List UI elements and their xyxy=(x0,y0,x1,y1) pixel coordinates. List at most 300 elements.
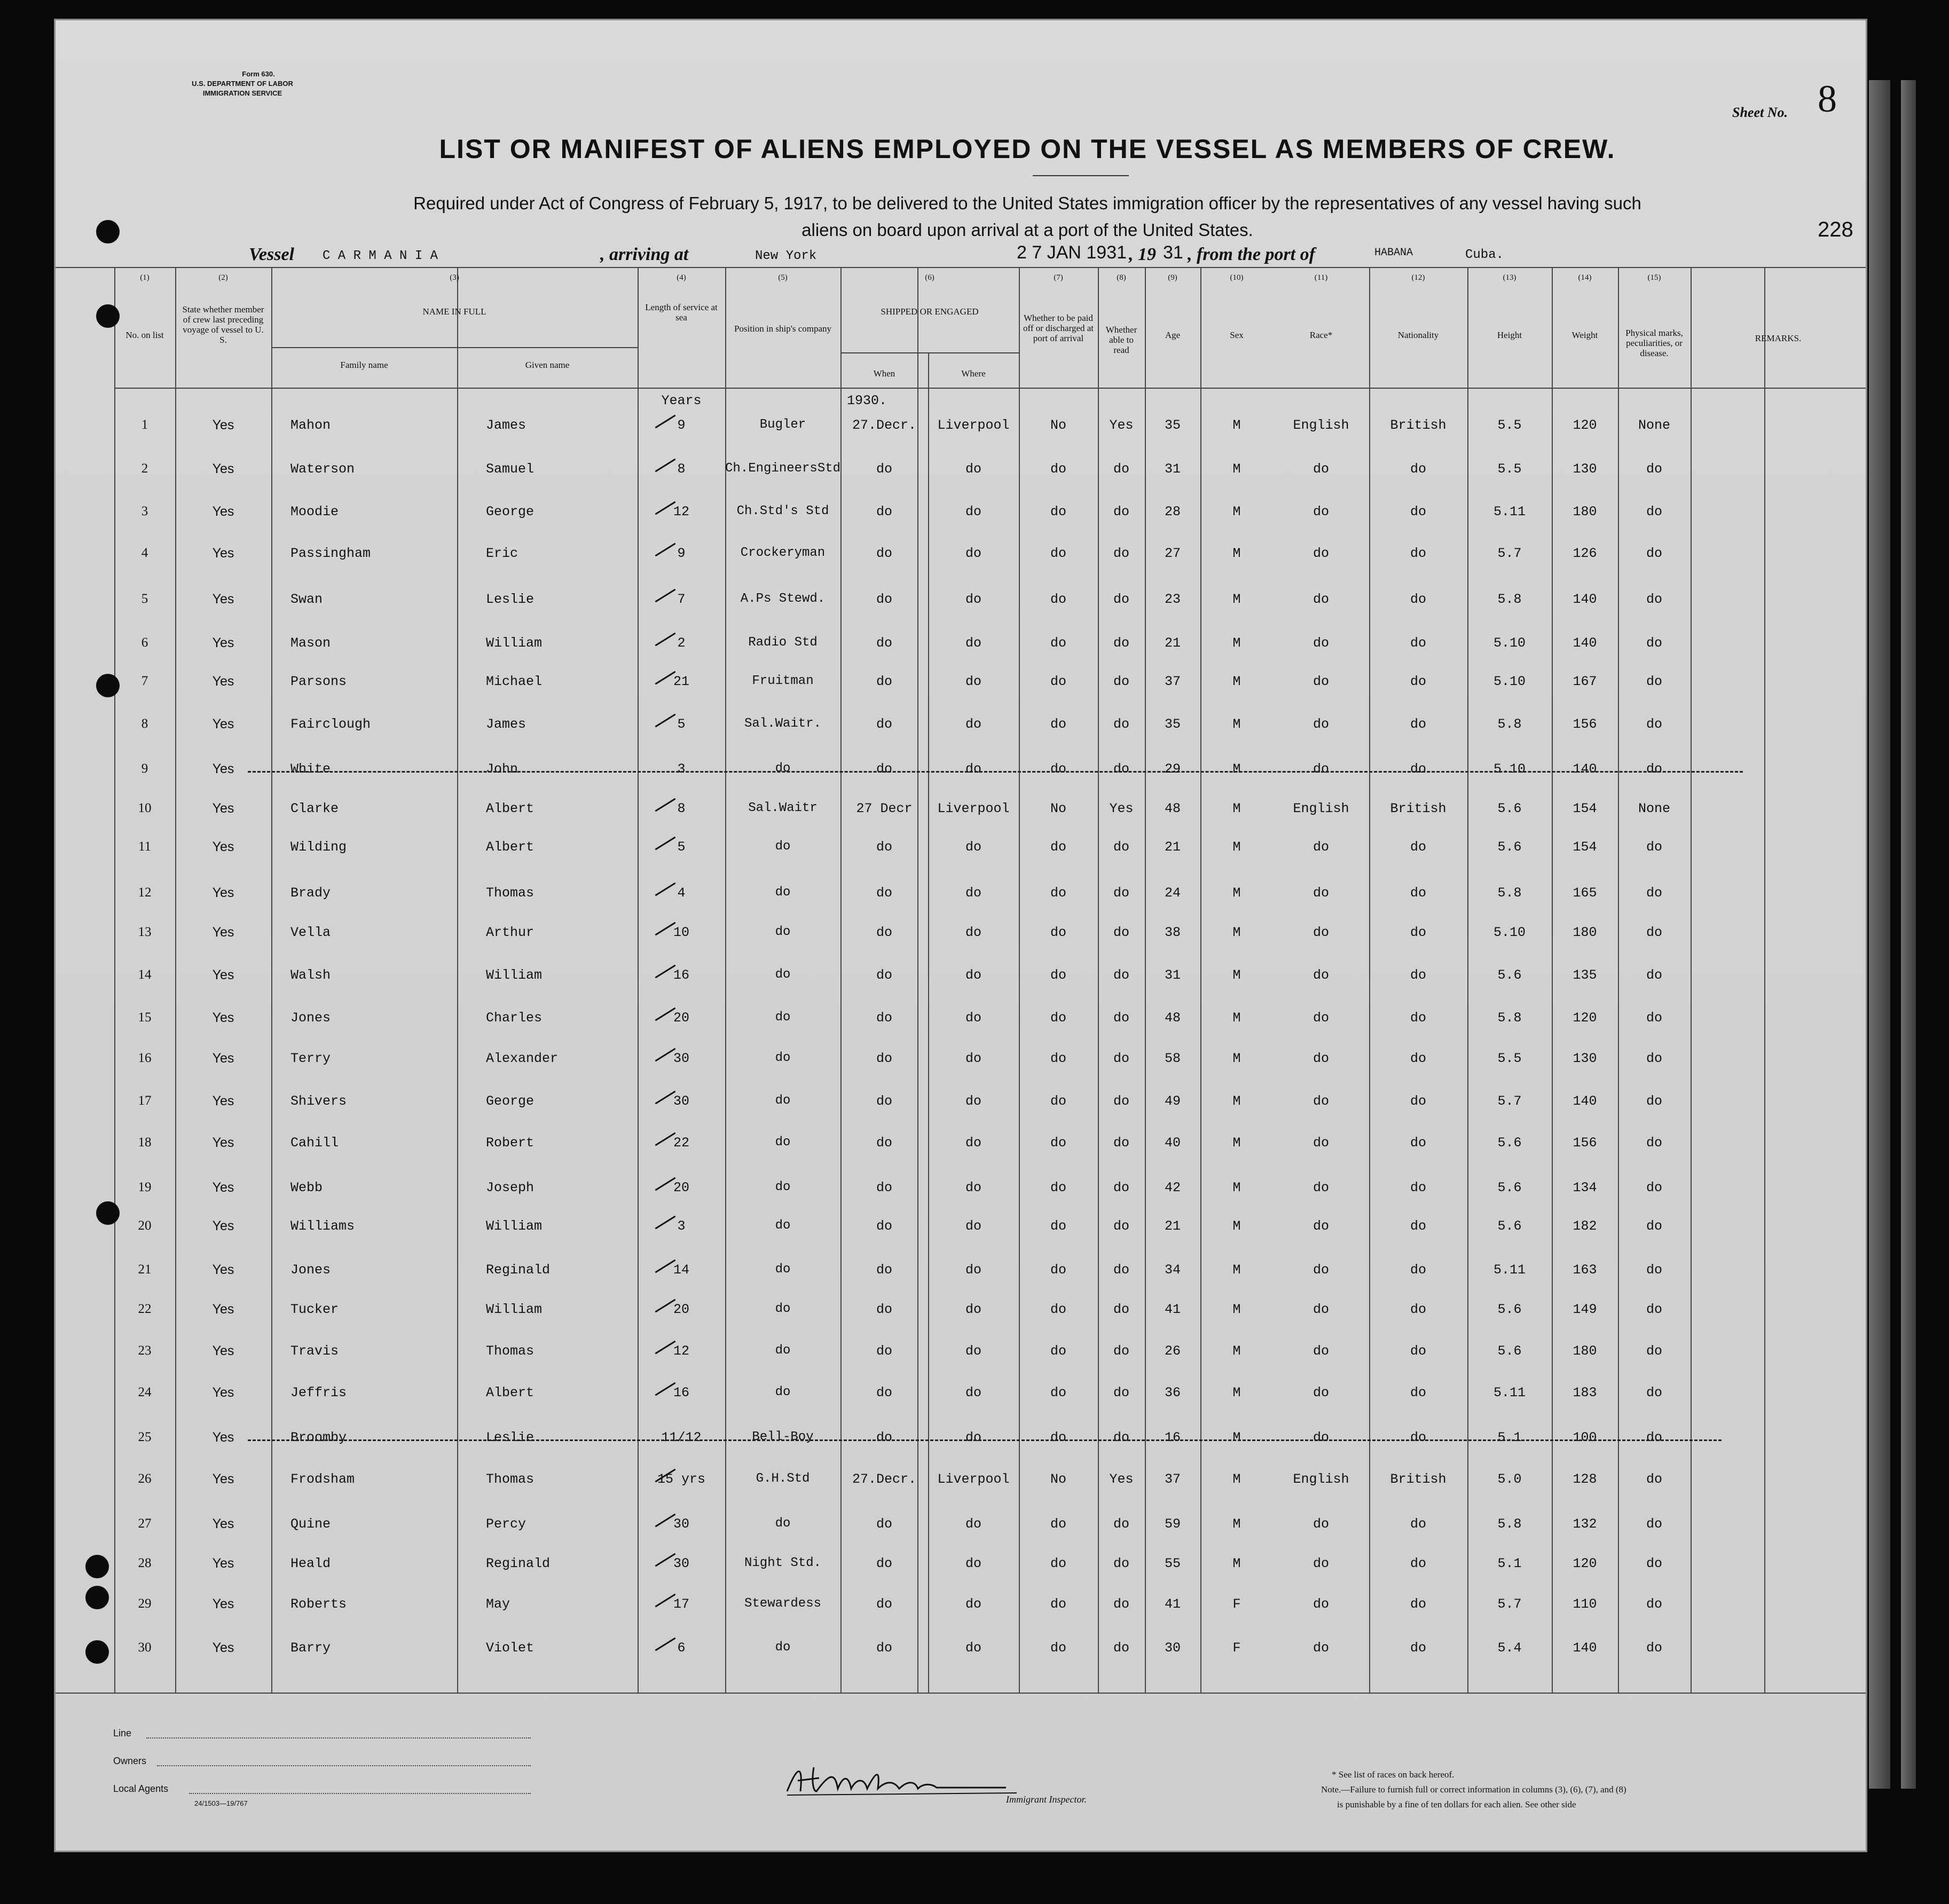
row-no-cell: 18 xyxy=(138,1135,152,1150)
row-when-cell: do xyxy=(876,1430,892,1445)
row-no-cell: 26 xyxy=(138,1472,152,1486)
row-where-cell: do xyxy=(965,1343,981,1359)
row-prev-cell: Yes xyxy=(212,801,234,816)
col-previous-voyage-header: State whether member of crew last preceding voyage of vessel to U. S. xyxy=(182,304,264,345)
row-nat-cell: do xyxy=(1410,1218,1426,1234)
row-where-cell: do xyxy=(965,1385,981,1401)
row-family-cell: Roberts xyxy=(290,1596,347,1612)
row-height-cell: 5.5 xyxy=(1497,1051,1522,1066)
row-family-cell: Barry xyxy=(290,1640,331,1656)
row-marks-cell: do xyxy=(1646,967,1662,983)
row-prev-cell: Yes xyxy=(212,1180,234,1195)
table-bottom-rule xyxy=(56,1693,1866,1694)
row-age-cell: 58 xyxy=(1164,1051,1181,1066)
row-position-cell: do xyxy=(775,1343,791,1358)
row-family-cell: Shivers xyxy=(290,1093,347,1109)
row-service-cell: 3 xyxy=(677,1218,686,1234)
row-no-cell: 17 xyxy=(138,1093,152,1108)
row-no-cell: 16 xyxy=(138,1051,152,1065)
row-prev-cell: Yes xyxy=(212,461,234,476)
row-position-cell: do xyxy=(775,761,791,776)
row-family-cell: Brady xyxy=(290,885,331,901)
row-height-cell: 5.6 xyxy=(1497,1218,1522,1234)
row-position-cell: Sal.Waitr. xyxy=(744,717,822,731)
row-given-cell: Thomas xyxy=(486,1343,535,1359)
row-read-cell: do xyxy=(1113,1010,1129,1026)
row-service-cell: 30 xyxy=(673,1516,689,1532)
row-height-cell: 5.10 xyxy=(1493,925,1526,940)
row-paid-cell: do xyxy=(1050,1180,1066,1195)
row-when-cell: do xyxy=(876,1180,892,1195)
punch-hole xyxy=(96,1201,120,1225)
row-read-cell: do xyxy=(1113,717,1129,732)
department-name: U.S. DEPARTMENT OF LABOR xyxy=(192,80,293,88)
row-nat-cell: do xyxy=(1410,1010,1426,1026)
row-where-cell: do xyxy=(965,1430,981,1445)
row-nat-cell: British xyxy=(1390,801,1447,816)
col-read-header: Whether able to read xyxy=(1105,325,1137,355)
row-age-cell: 29 xyxy=(1164,761,1181,777)
row-sex-cell: M xyxy=(1232,801,1241,816)
row-given-cell: Arthur xyxy=(486,925,535,940)
row-height-cell: 5.6 xyxy=(1497,1135,1522,1151)
row-height-cell: 5.0 xyxy=(1497,1472,1522,1487)
row-paid-cell: do xyxy=(1050,925,1066,940)
row-age-cell: 28 xyxy=(1164,504,1181,520)
service-name: IMMIGRATION SERVICE xyxy=(202,89,282,97)
row-no-cell: 27 xyxy=(138,1516,152,1531)
row-no-cell: 6 xyxy=(141,635,148,650)
row-prev-cell: Yes xyxy=(212,1262,234,1277)
row-marks-cell: do xyxy=(1646,504,1662,520)
row-when-cell: do xyxy=(876,1556,892,1571)
row-sex-cell: M xyxy=(1232,1051,1241,1066)
punch-hole xyxy=(96,304,120,328)
row-age-cell: 16 xyxy=(1164,1430,1181,1445)
row-nat-cell: do xyxy=(1410,1180,1426,1195)
row-weight-cell: 126 xyxy=(1573,546,1597,561)
col-age-header: Age xyxy=(1165,330,1181,340)
row-when-cell: 27.Decr. xyxy=(852,1472,917,1487)
row-when-cell: do xyxy=(876,1596,892,1612)
row-service-cell: 16 xyxy=(673,1385,689,1401)
row-no-cell: 22 xyxy=(138,1302,152,1316)
row-no-cell: 20 xyxy=(138,1218,152,1233)
row-age-cell: 35 xyxy=(1164,418,1181,433)
row-position-cell: Bell-Boy xyxy=(752,1430,814,1444)
row-nat-cell: do xyxy=(1410,1516,1426,1532)
row-where-cell: do xyxy=(965,1556,981,1571)
row-read-cell: do xyxy=(1113,1385,1129,1401)
row-position-cell: do xyxy=(775,1051,791,1065)
row-service-cell: 7 xyxy=(677,592,686,607)
row-weight-cell: 135 xyxy=(1573,967,1597,983)
row-read-cell: do xyxy=(1113,1051,1129,1066)
row-service-cell: 22 xyxy=(673,1135,689,1151)
col-read-number: (8) xyxy=(1117,273,1126,282)
row-race-cell: do xyxy=(1313,1135,1329,1151)
subtitle-line-1: Required under Act of Congress of February 5, 1917, to be delivered to the United States immigration officer by the representatives of any vessel having such xyxy=(413,193,1641,213)
row-no-cell: 21 xyxy=(138,1262,152,1277)
row-weight-cell: 140 xyxy=(1573,761,1597,777)
row-given-cell: Eric xyxy=(486,546,518,561)
vessel-name: C A R M A N I A xyxy=(323,249,438,263)
row-paid-cell: do xyxy=(1050,674,1066,689)
row-race-cell: do xyxy=(1313,925,1329,940)
row-given-cell: William xyxy=(486,635,543,651)
row-prev-cell: Yes xyxy=(212,925,234,940)
struck-row-line xyxy=(248,1439,1722,1441)
row-marks-cell: do xyxy=(1646,1385,1662,1401)
row-sex-cell: M xyxy=(1232,504,1241,520)
row-sex-cell: M xyxy=(1232,1218,1241,1234)
row-nat-cell: do xyxy=(1410,967,1426,983)
row-service-cell: 8 xyxy=(677,461,686,477)
row-when-cell: do xyxy=(876,1516,892,1532)
row-family-cell: Clarke xyxy=(290,801,339,816)
row-no-cell: 5 xyxy=(141,592,148,606)
col-no-header: No. on list xyxy=(125,330,164,340)
row-sex-cell: M xyxy=(1232,592,1241,607)
row-weight-cell: 154 xyxy=(1573,839,1597,855)
row-read-cell: do xyxy=(1113,1093,1129,1109)
row-weight-cell: 120 xyxy=(1573,1010,1597,1026)
row-paid-cell: do xyxy=(1050,461,1066,477)
year-1930: 1930. xyxy=(847,393,887,408)
row-marks-cell: None xyxy=(1638,418,1670,433)
row-prev-cell: Yes xyxy=(212,1596,234,1611)
row-when-cell: do xyxy=(876,1640,892,1656)
from-country: Cuba. xyxy=(1465,248,1504,262)
row-sex-cell: M xyxy=(1232,1010,1241,1026)
row-when-cell: do xyxy=(876,761,892,777)
row-where-cell: Liverpool xyxy=(937,1472,1010,1487)
row-race-cell: do xyxy=(1313,1343,1329,1359)
row-prev-cell: Yes xyxy=(212,504,234,519)
row-paid-cell: do xyxy=(1050,839,1066,855)
row-age-cell: 41 xyxy=(1164,1596,1181,1612)
row-paid-cell: do xyxy=(1050,1262,1066,1278)
row-age-cell: 36 xyxy=(1164,1385,1181,1401)
row-nat-cell: do xyxy=(1410,839,1426,855)
row-paid-cell: do xyxy=(1050,1051,1066,1066)
form-header-block xyxy=(136,69,349,98)
row-read-cell: do xyxy=(1113,461,1129,477)
row-marks-cell: do xyxy=(1646,885,1662,901)
row-marks-cell: do xyxy=(1646,1596,1662,1612)
row-paid-cell: No xyxy=(1050,1472,1066,1487)
row-service-cell: 10 xyxy=(673,925,689,940)
penalty-note-1: Note.—Failure to furnish full or correct information in columns (3), (6), (7), and (8) xyxy=(1321,1784,1626,1795)
row-where-cell: do xyxy=(965,1180,981,1195)
punch-hole xyxy=(85,1555,109,1578)
punch-hole xyxy=(96,674,120,697)
row-read-cell: do xyxy=(1113,1430,1129,1445)
row-where-cell: do xyxy=(965,674,981,689)
row-nat-cell: do xyxy=(1410,592,1426,607)
row-service-cell: 2 xyxy=(677,635,686,651)
row-service-cell: 6 xyxy=(677,1640,686,1656)
row-nat-cell: do xyxy=(1410,1596,1426,1612)
row-age-cell: 37 xyxy=(1164,674,1181,689)
row-where-cell: Liverpool xyxy=(937,801,1010,816)
row-prev-cell: Yes xyxy=(212,418,234,432)
row-when-cell: do xyxy=(876,1093,892,1109)
row-read-cell: do xyxy=(1113,1180,1129,1195)
row-height-cell: 5.8 xyxy=(1497,592,1522,607)
row-no-cell: 1 xyxy=(141,418,148,432)
row-height-cell: 5.6 xyxy=(1497,1180,1522,1195)
row-when-cell: do xyxy=(876,1385,892,1401)
row-where-cell: do xyxy=(965,717,981,732)
row-marks-cell: do xyxy=(1646,1516,1662,1532)
col-shipped-header: SHIPPED OR ENGAGED xyxy=(881,306,979,317)
row-sex-cell: M xyxy=(1232,546,1241,561)
col-position-header: Position in ship's company xyxy=(734,324,832,334)
row-service-cell: 14 xyxy=(673,1262,689,1278)
row-given-cell: Reginald xyxy=(486,1262,551,1278)
row-age-cell: 34 xyxy=(1164,1262,1181,1278)
row-position-cell: do xyxy=(775,1180,791,1194)
row-family-cell: Parsons xyxy=(290,674,347,689)
row-marks-cell: do xyxy=(1646,674,1662,689)
row-given-cell: Thomas xyxy=(486,1472,535,1487)
row-weight-cell: 140 xyxy=(1573,592,1597,607)
row-prev-cell: Yes xyxy=(212,761,234,776)
row-paid-cell: No xyxy=(1050,801,1066,816)
name-split-rule xyxy=(457,347,458,1693)
row-given-cell: Charles xyxy=(486,1010,543,1026)
row-marks-cell: do xyxy=(1646,761,1662,777)
row-age-cell: 37 xyxy=(1164,1472,1181,1487)
row-service-cell: 5 xyxy=(677,717,686,732)
row-position-cell: Bugler xyxy=(759,418,806,432)
row-service-cell: 12 xyxy=(673,1343,689,1359)
row-nat-cell: do xyxy=(1410,1051,1426,1066)
row-family-cell: Webb xyxy=(290,1180,323,1195)
row-where-cell: Liverpool xyxy=(937,418,1010,433)
row-family-cell: Williams xyxy=(290,1218,355,1234)
row-race-cell: do xyxy=(1313,839,1329,855)
col-marks-header: Physical marks, peculiarities, or disease. xyxy=(1625,328,1683,358)
row-nat-cell: do xyxy=(1410,635,1426,651)
table-column-rule xyxy=(1764,267,1765,1693)
row-nat-cell: do xyxy=(1410,546,1426,561)
row-service-cell: 8 xyxy=(677,801,686,816)
row-family-cell: Wilding xyxy=(290,839,347,855)
row-given-cell: Michael xyxy=(486,674,543,689)
footer-note xyxy=(1321,1767,1812,1812)
row-service-cell: 17 xyxy=(673,1596,689,1612)
stamp-number: 228 xyxy=(1818,218,1853,241)
row-no-cell: 9 xyxy=(141,761,148,776)
col-previous-voyage-number: (2) xyxy=(218,273,228,282)
row-race-cell: do xyxy=(1313,1093,1329,1109)
row-position-cell: do xyxy=(775,1385,791,1399)
row-where-cell: do xyxy=(965,1051,981,1066)
row-where-cell: do xyxy=(965,1640,981,1656)
row-age-cell: 48 xyxy=(1164,1010,1181,1026)
row-nat-cell: do xyxy=(1410,925,1426,940)
row-prev-cell: Yes xyxy=(212,1472,234,1486)
row-age-cell: 55 xyxy=(1164,1556,1181,1571)
row-height-cell: 5.10 xyxy=(1493,761,1526,777)
row-no-cell: 12 xyxy=(138,885,152,900)
row-height-cell: 5.6 xyxy=(1497,801,1522,816)
print-code: 24/1503—19/767 xyxy=(194,1799,248,1807)
row-service-cell: 11/12 xyxy=(661,1430,702,1445)
years-label: Years xyxy=(661,393,702,408)
row-sex-cell: F xyxy=(1232,1640,1241,1656)
row-marks-cell: do xyxy=(1646,717,1662,732)
row-where-cell: do xyxy=(965,592,981,607)
row-nat-cell: do xyxy=(1410,1640,1426,1656)
row-prev-cell: Yes xyxy=(212,1343,234,1358)
row-given-cell: William xyxy=(486,967,543,983)
row-nat-cell: do xyxy=(1410,504,1426,520)
row-read-cell: do xyxy=(1113,504,1129,520)
row-sex-cell: M xyxy=(1232,1135,1241,1151)
row-nat-cell: do xyxy=(1410,761,1426,777)
row-when-cell: do xyxy=(876,885,892,901)
row-prev-cell: Yes xyxy=(212,839,234,854)
row-paid-cell: do xyxy=(1050,1640,1066,1656)
row-prev-cell: Yes xyxy=(212,1093,234,1108)
row-no-cell: 23 xyxy=(138,1343,152,1358)
row-service-cell: 30 xyxy=(673,1051,689,1066)
row-position-cell: G.H.Std xyxy=(756,1472,810,1486)
row-sex-cell: M xyxy=(1232,761,1241,777)
row-position-cell: Crockeryman xyxy=(740,546,826,560)
row-position-cell: do xyxy=(775,1093,791,1108)
row-where-cell: do xyxy=(965,1516,981,1532)
row-paid-cell: do xyxy=(1050,504,1066,520)
row-no-cell: 8 xyxy=(141,717,148,731)
row-marks-cell: do xyxy=(1646,1556,1662,1571)
page-subtitle xyxy=(269,190,1786,243)
form-number: Form 630. xyxy=(242,70,275,78)
row-when-cell: do xyxy=(876,967,892,983)
row-family-cell: Heald xyxy=(290,1556,331,1571)
row-sex-cell: M xyxy=(1232,418,1241,433)
row-position-cell: do xyxy=(775,1010,791,1025)
row-race-cell: English xyxy=(1293,418,1349,433)
row-weight-cell: 182 xyxy=(1573,1218,1597,1234)
row-marks-cell: do xyxy=(1646,1051,1662,1066)
row-read-cell: do xyxy=(1113,1516,1129,1532)
row-paid-cell: do xyxy=(1050,1135,1066,1151)
row-marks-cell: do xyxy=(1646,1180,1662,1195)
row-marks-cell: do xyxy=(1646,1218,1662,1234)
row-given-cell: George xyxy=(486,1093,535,1109)
row-height-cell: 5.6 xyxy=(1497,839,1522,855)
row-age-cell: 38 xyxy=(1164,925,1181,940)
row-race-cell: do xyxy=(1313,1180,1329,1195)
row-given-cell: Leslie xyxy=(486,1430,535,1445)
row-race-cell: do xyxy=(1313,1010,1329,1026)
sheet-number: 8 xyxy=(1818,77,1837,120)
footer-agents-underline xyxy=(189,1793,531,1794)
row-weight-cell: 120 xyxy=(1573,1556,1597,1571)
row-weight-cell: 156 xyxy=(1573,717,1597,732)
row-sex-cell: M xyxy=(1232,1343,1241,1359)
struck-row-line xyxy=(248,771,1743,773)
row-race-cell: do xyxy=(1313,1596,1329,1612)
row-weight-cell: 167 xyxy=(1573,674,1597,689)
row-race-cell: do xyxy=(1313,1640,1329,1656)
footer-owners-label: Owners xyxy=(113,1756,147,1766)
row-when-cell: do xyxy=(876,1010,892,1026)
page-edge-strip xyxy=(1869,80,1890,1789)
row-when-cell: do xyxy=(876,592,892,607)
row-age-cell: 27 xyxy=(1164,546,1181,561)
row-family-cell: Terry xyxy=(290,1051,331,1066)
row-race-cell: do xyxy=(1313,461,1329,477)
row-weight-cell: 100 xyxy=(1573,1430,1597,1445)
row-race-cell: do xyxy=(1313,504,1329,520)
row-family-cell: Quine xyxy=(290,1516,331,1532)
row-given-cell: Robert xyxy=(486,1135,535,1151)
row-nat-cell: do xyxy=(1410,674,1426,689)
row-given-cell: May xyxy=(486,1596,510,1612)
row-when-cell: do xyxy=(876,1343,892,1359)
row-no-cell: 15 xyxy=(138,1010,152,1025)
row-weight-cell: 140 xyxy=(1573,1093,1597,1109)
row-given-cell: Violet xyxy=(486,1640,535,1656)
footer-line-label: Line xyxy=(113,1728,132,1738)
row-read-cell: do xyxy=(1113,761,1129,777)
row-marks-cell: do xyxy=(1646,635,1662,651)
row-family-cell: White xyxy=(290,761,331,777)
row-read-cell: do xyxy=(1113,1556,1129,1571)
row-height-cell: 5.11 xyxy=(1493,504,1526,520)
row-read-cell: do xyxy=(1113,925,1129,940)
col-height-header: Height xyxy=(1497,330,1522,340)
col-nationality-number: (12) xyxy=(1411,273,1425,282)
table-header-rule xyxy=(114,388,1866,389)
col-paid-off-number: (7) xyxy=(1054,273,1063,282)
row-height-cell: 5.6 xyxy=(1497,1343,1522,1359)
shipped-subheader-rule xyxy=(840,352,1019,353)
row-read-cell: do xyxy=(1113,839,1129,855)
row-height-cell: 5.6 xyxy=(1497,1302,1522,1317)
row-paid-cell: do xyxy=(1050,967,1066,983)
row-paid-cell: do xyxy=(1050,717,1066,732)
arriving-label: , arriving at xyxy=(600,245,689,264)
row-height-cell: 5.8 xyxy=(1497,717,1522,732)
row-nat-cell: do xyxy=(1410,1093,1426,1109)
race-note: * See list of races on back hereof. xyxy=(1332,1769,1455,1780)
row-race-cell: do xyxy=(1313,1262,1329,1278)
col-position-number: (5) xyxy=(778,273,788,282)
row-paid-cell: do xyxy=(1050,1302,1066,1317)
row-family-cell: Walsh xyxy=(290,967,331,983)
table-top-rule xyxy=(56,267,1866,268)
row-paid-cell: do xyxy=(1050,546,1066,561)
row-position-cell: Fruitman xyxy=(752,674,814,688)
row-sex-cell: M xyxy=(1232,1516,1241,1532)
row-paid-cell: do xyxy=(1050,1343,1066,1359)
table-column-rule xyxy=(271,267,272,1693)
row-prev-cell: Yes xyxy=(212,1385,234,1400)
row-weight-cell: 128 xyxy=(1573,1472,1597,1487)
col-given-name-header: Given name xyxy=(525,360,570,370)
row-given-cell: Albert xyxy=(486,801,535,816)
row-when-cell: do xyxy=(876,717,892,732)
row-height-cell: 5.11 xyxy=(1493,1262,1526,1278)
manifest-sheet xyxy=(56,20,1866,1851)
row-given-cell: George xyxy=(486,504,535,520)
